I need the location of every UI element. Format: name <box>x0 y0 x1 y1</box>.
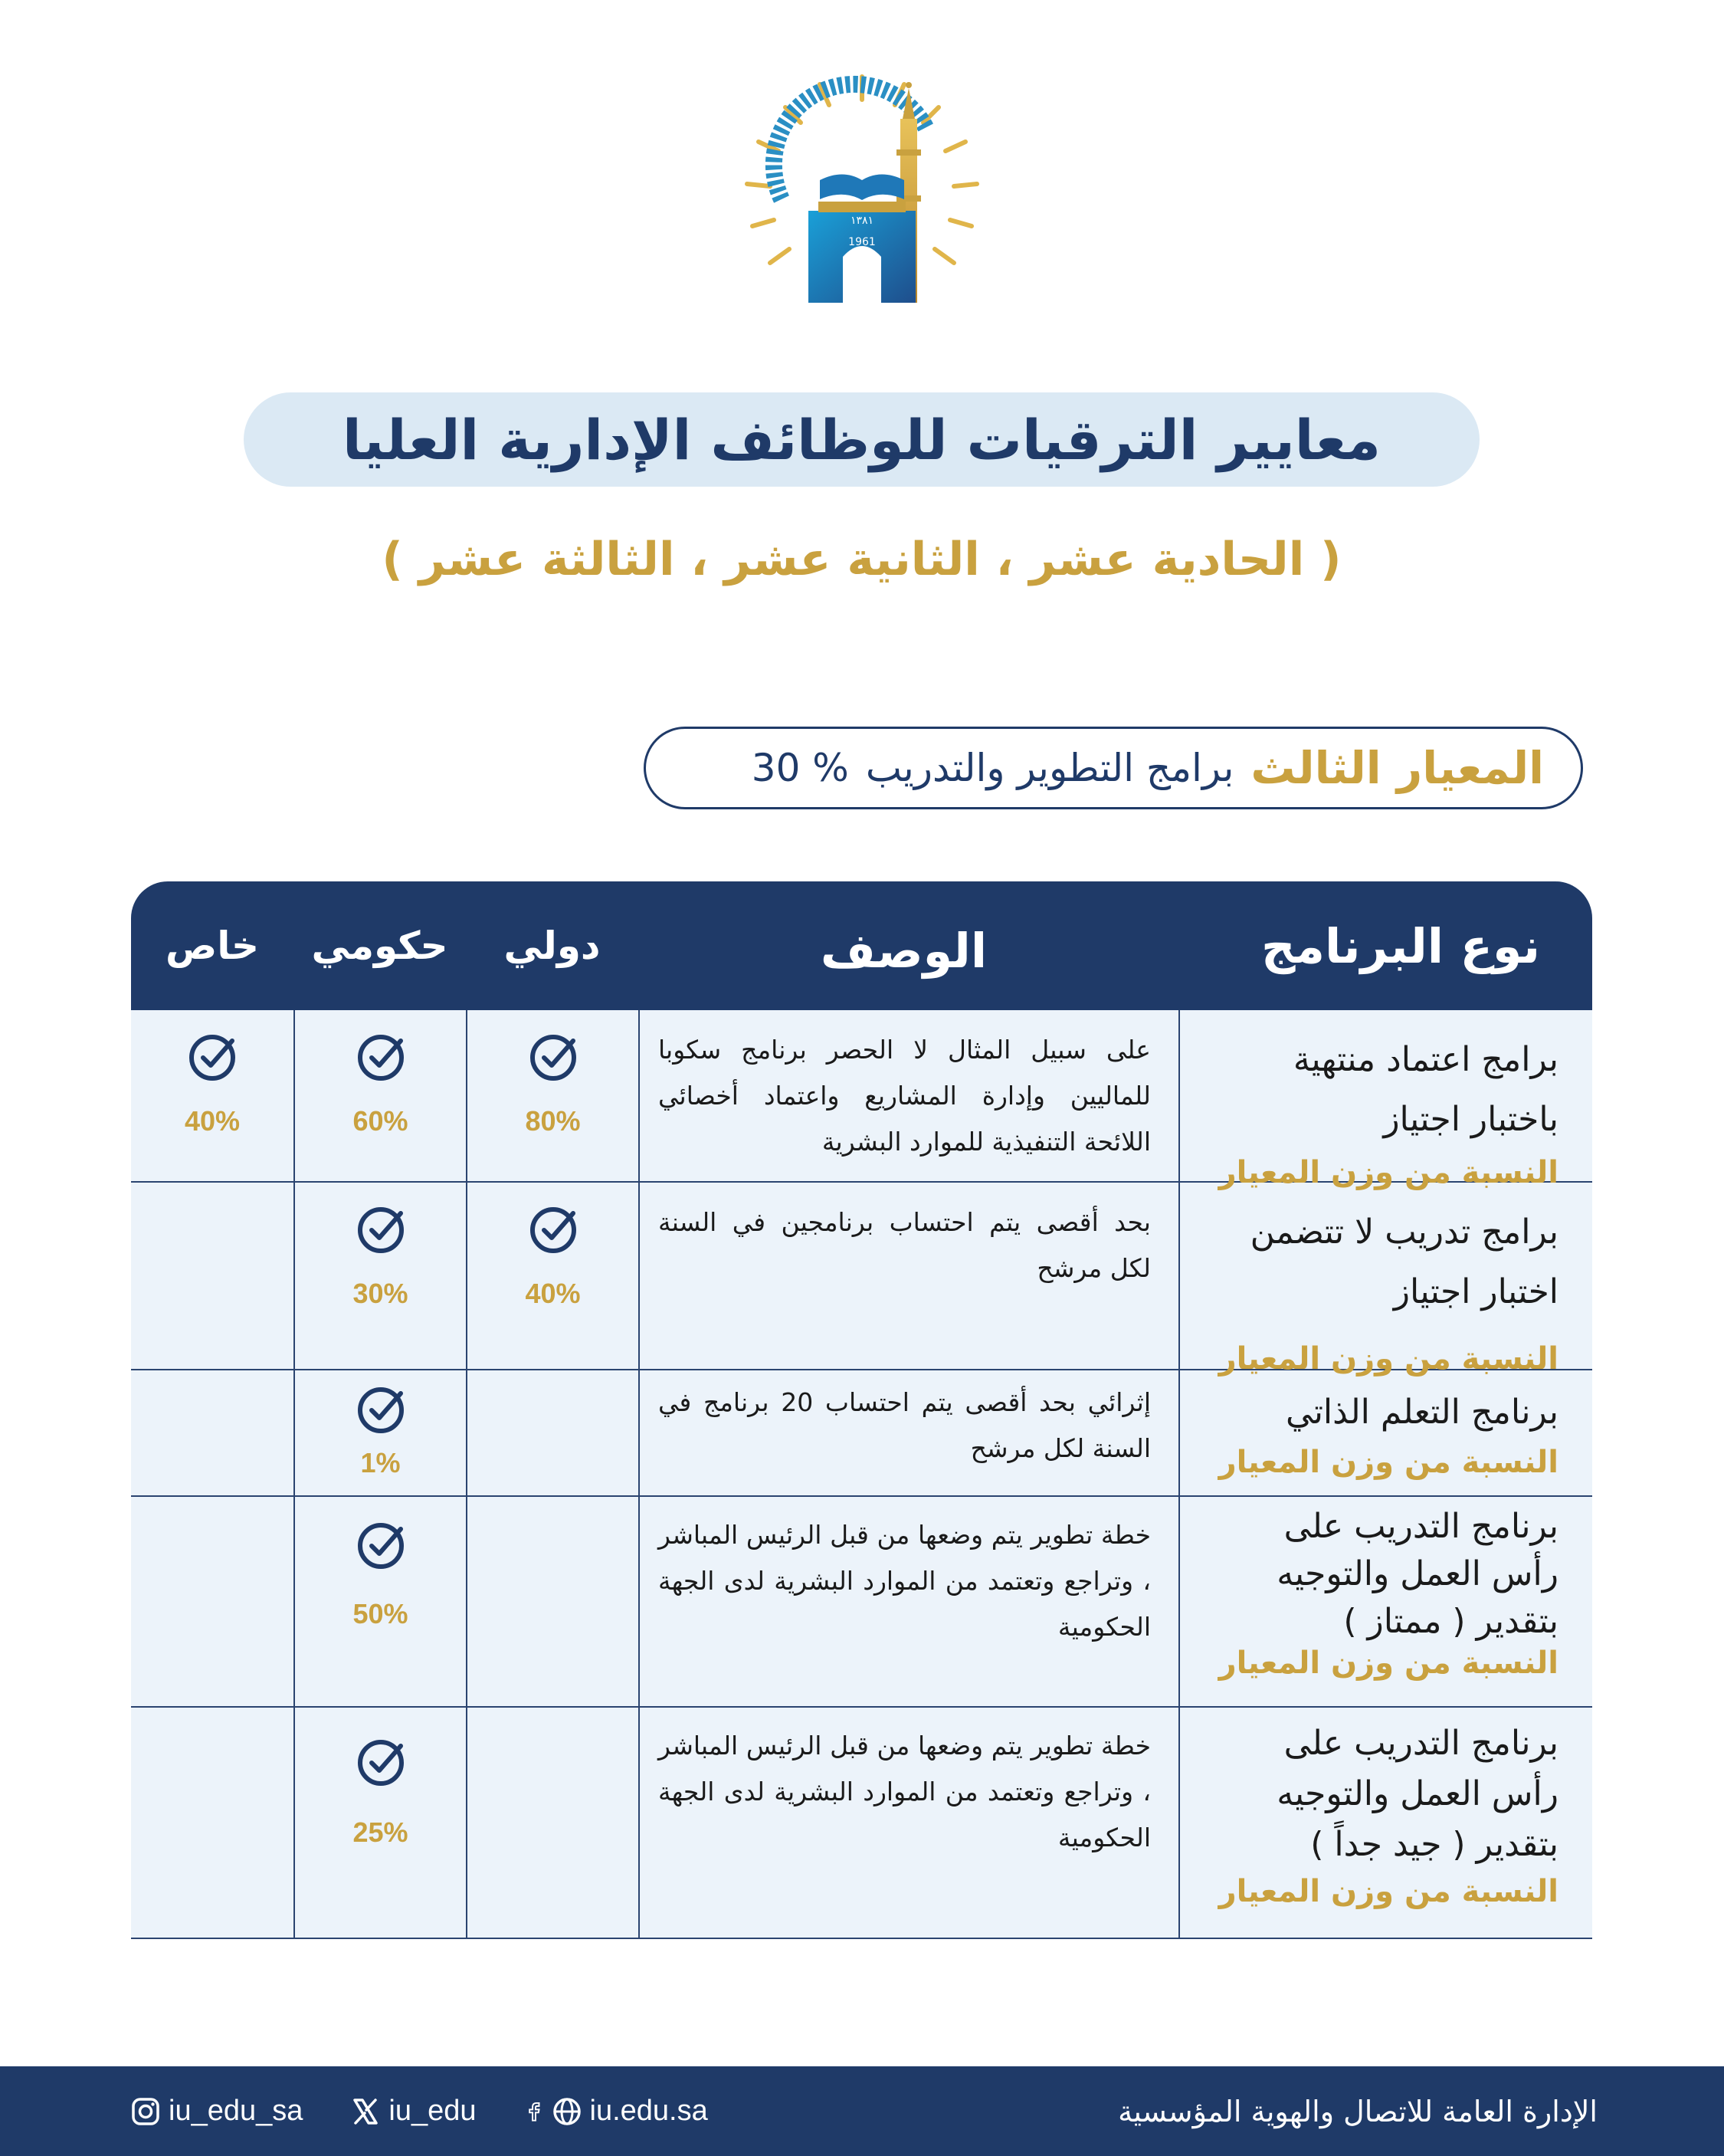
footer-org: الإدارة العامة للاتصال والهوية المؤسسية <box>1118 2094 1598 2128</box>
website-url: iu.edu.sa <box>589 2095 708 2127</box>
ratio-label: النسبة من وزن المعيار <box>1218 1155 1558 1190</box>
cell-desc <box>638 1370 1178 1495</box>
cell-desc <box>638 1010 1178 1181</box>
x-handle: iu_edu <box>388 2095 477 2127</box>
mark-international <box>467 1032 638 1137</box>
criterion-percent: 30 % <box>751 746 849 790</box>
program-type: برنامج التدريب على رأس العمل والتوجيه بتقدير ( جيد جداً ) <box>1277 1724 1558 1864</box>
instagram-icon <box>130 2096 161 2127</box>
cell-desc <box>638 1497 1178 1706</box>
ratio-label: النسبة من وزن المعيار <box>1218 1874 1558 1909</box>
ratio-label: النسبة من وزن المعيار <box>1218 1341 1558 1377</box>
pct-government: 25% <box>352 1816 408 1848</box>
cell-private <box>131 1010 293 1181</box>
cell-international <box>466 1183 638 1369</box>
table-header <box>131 881 1592 1010</box>
check-circle-icon <box>186 1032 238 1084</box>
cell-government <box>293 1708 466 1938</box>
pct-government: 1% <box>360 1447 401 1478</box>
pct-international: 80% <box>525 1105 581 1137</box>
header-international: دولي <box>503 924 601 968</box>
social-links <box>130 2095 708 2128</box>
check-circle-icon <box>355 1384 407 1436</box>
facebook-icon <box>524 2096 544 2127</box>
cell-international <box>466 1497 638 1706</box>
cell-private <box>131 1497 293 1706</box>
program-type: برامج تدريب لا تتضمن اختبار اجتياز <box>1250 1213 1558 1311</box>
header-type: نوع البرنامج <box>1260 917 1541 974</box>
ratio-label: النسبة من وزن المعيار <box>1218 1445 1558 1480</box>
cell-desc <box>638 1183 1178 1369</box>
criteria-table <box>131 881 1592 1939</box>
table-row <box>131 1497 1592 1708</box>
check-circle-icon <box>527 1204 579 1256</box>
table-row <box>131 1708 1592 1939</box>
check-circle-icon <box>527 1032 579 1084</box>
logo-year-greg: 1961 <box>848 236 876 248</box>
cell-type <box>1178 1708 1592 1938</box>
mark-government <box>295 1384 466 1479</box>
website-link[interactable] <box>524 2095 708 2128</box>
footer <box>0 2066 1724 2156</box>
program-desc: على سبيل المثال لا الحصر برنامج سكوبا للماليين وإدارة المشاريع واعتماد أخصائي اللائحة التنفيذية للموارد البشرية <box>658 1035 1151 1157</box>
logo-year-hijri: ١٣٨١ <box>850 215 874 227</box>
cell-private <box>131 1370 293 1495</box>
pct-government: 60% <box>352 1105 408 1137</box>
cell-government <box>293 1010 466 1181</box>
cell-government <box>293 1183 466 1369</box>
check-circle-icon <box>355 1737 407 1789</box>
pct-government: 30% <box>352 1278 408 1309</box>
cell-private <box>131 1708 293 1938</box>
cell-international <box>466 1708 638 1938</box>
cell-desc <box>638 1708 1178 1938</box>
ratio-label: النسبة من وزن المعيار <box>1218 1646 1558 1681</box>
check-circle-icon <box>355 1204 407 1256</box>
mark-government <box>295 1204 466 1310</box>
title-banner <box>244 392 1480 487</box>
header-desc: الوصف <box>820 922 988 979</box>
program-desc: خطة تطوير يتم وضعها من قبل الرئيس المباشر ، وتراجع وتعتمد من الموارد البشرية لدى الجهة الحكومية <box>658 1520 1151 1642</box>
program-desc: إثرائي بحد أقصى يتم احتساب 20 برنامج في السنة لكل مرشح <box>658 1387 1151 1463</box>
cell-international <box>466 1010 638 1181</box>
university-logo <box>728 65 996 333</box>
page-subtitle: ( الحادية عشر ، الثانية عشر ، الثالثة عشر ) <box>382 533 1342 586</box>
mark-international <box>467 1204 638 1310</box>
table-row <box>131 1010 1592 1190</box>
table-row <box>131 1370 1592 1497</box>
page-title: معايير الترقيات للوظائف الإدارية العليا <box>343 407 1381 472</box>
mark-government <box>295 1032 466 1137</box>
header-private: خاص <box>165 924 260 968</box>
instagram-handle: iu_edu_sa <box>169 2095 303 2127</box>
cell-government <box>293 1497 466 1706</box>
cell-type <box>1178 1010 1592 1190</box>
cell-government <box>293 1370 466 1495</box>
criterion-label: المعيار الثالث <box>1250 742 1544 794</box>
cell-private <box>131 1183 293 1369</box>
program-type: برنامج التعلم الذاتي <box>1286 1393 1558 1432</box>
instagram-link[interactable] <box>130 2095 303 2128</box>
program-type: برامج اعتماد منتهية باختبار اجتياز <box>1293 1040 1558 1139</box>
cell-type <box>1178 1183 1592 1377</box>
cell-type <box>1178 1497 1592 1706</box>
check-circle-icon <box>355 1520 407 1572</box>
cell-international <box>466 1370 638 1495</box>
criterion-text: برامج التطوير والتدريب <box>865 746 1234 790</box>
pct-private: 40% <box>184 1105 241 1137</box>
header-government: حكومي <box>311 924 448 968</box>
x-link[interactable] <box>350 2095 476 2128</box>
program-desc: خطة تطوير يتم وضعها من قبل الرئيس المباشر ، وتراجع وتعتمد من الموارد البشرية لدى الجهة الحكومية <box>658 1731 1151 1852</box>
mark-government <box>295 1737 466 1849</box>
globe-icon <box>552 2096 582 2127</box>
check-circle-icon <box>355 1032 407 1084</box>
pct-government: 50% <box>352 1598 408 1629</box>
cell-type <box>1178 1370 1592 1495</box>
emblem-icon <box>728 65 996 333</box>
program-desc: بحد أقصى يتم احتساب برنامجين في السنة لكل مرشح <box>658 1207 1151 1283</box>
x-icon <box>350 2096 381 2127</box>
mark-private <box>131 1032 293 1137</box>
pct-international: 40% <box>525 1278 581 1309</box>
criterion-banner <box>644 727 1583 809</box>
mark-government <box>295 1520 466 1630</box>
program-type: برنامج التدريب على رأس العمل والتوجيه بتقدير ( ممتاز ) <box>1277 1507 1558 1641</box>
table-row <box>131 1183 1592 1377</box>
